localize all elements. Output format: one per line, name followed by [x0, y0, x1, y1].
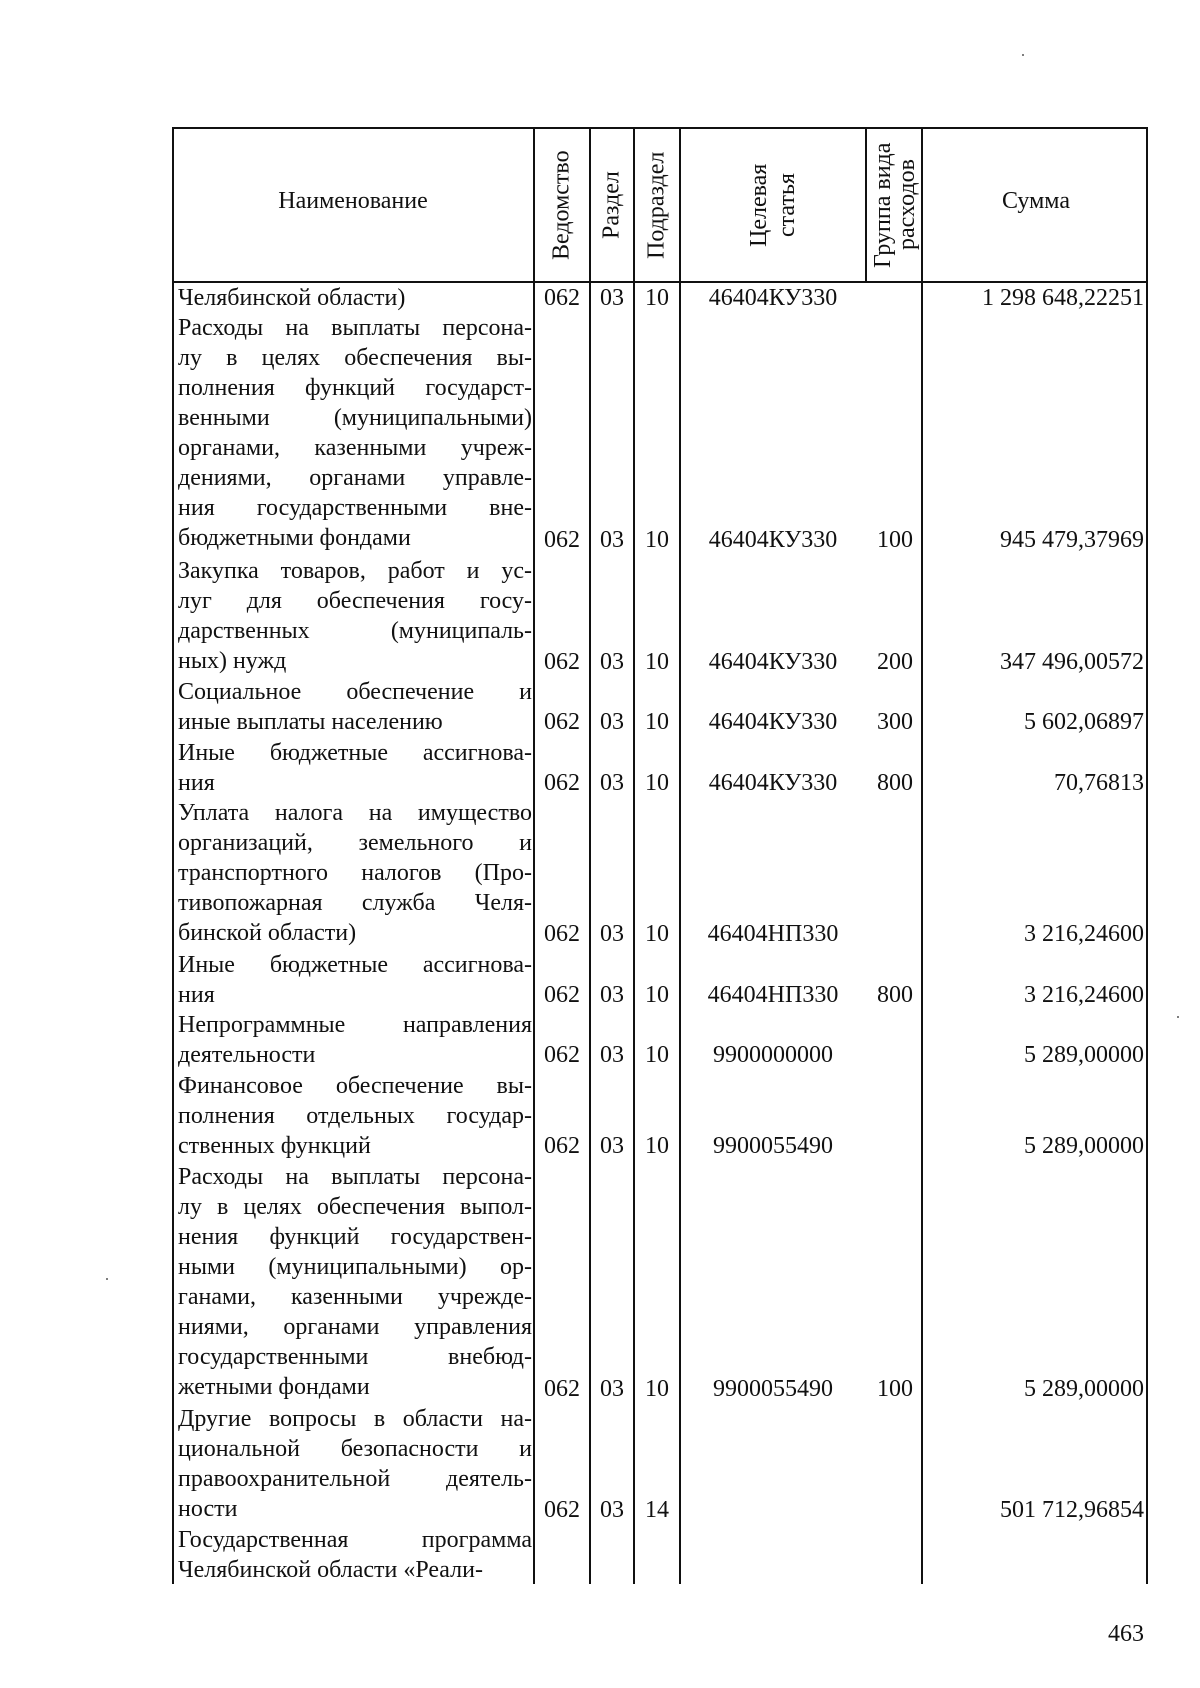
name-line: ными (муниципальными) ор- [178, 1253, 532, 1280]
name-line: тивопожарная служба Челя- [178, 890, 532, 917]
cell-vedomstvo: 062 [544, 527, 580, 554]
table-row [0, 1010, 1200, 1071]
cell-razdel: 03 [600, 1375, 624, 1402]
cell-razdel: 03 [600, 527, 624, 554]
cell-summa: 5 289,00000 [1024, 1133, 1144, 1160]
table-row [0, 313, 1200, 555]
cell-podrazdel: 10 [645, 709, 669, 736]
table-row [0, 738, 1200, 799]
cell-celevaya-statya: 46404КУ330 [708, 527, 838, 554]
table-row [0, 950, 1200, 1011]
table-row [0, 283, 1200, 313]
scan-speck [106, 1278, 108, 1280]
cell-naimenovanie [178, 677, 532, 737]
name-line: дарственных (муниципаль- [178, 617, 532, 644]
table-row [0, 1071, 1200, 1162]
header-gruppa-vida-rashodov: Группа вида расходов [870, 142, 920, 268]
cell-vedomstvo: 062 [544, 285, 580, 311]
cell-razdel: 03 [600, 648, 624, 675]
cell-naimenovanie [178, 1010, 532, 1070]
cell-summa: 70,76813 [1054, 769, 1144, 796]
cell-summa: 5 289,00000 [1024, 1375, 1144, 1402]
cell-summa: 1 298 648,22251 [982, 285, 1144, 311]
name-line: нения функций государствен- [178, 1223, 532, 1250]
cell-celevaya-statya: 9900055490 [713, 1133, 833, 1160]
cell-podrazdel: 10 [645, 1375, 669, 1402]
cell-razdel: 03 [600, 1133, 624, 1160]
cell-gruppa-vida-rashodov: 300 [877, 709, 913, 736]
table-row [0, 1525, 1200, 1586]
name-line: ственных функций [178, 1132, 371, 1159]
cell-naimenovanie [178, 738, 532, 798]
name-line: луг для обеспечения госу- [178, 587, 532, 614]
cell-gruppa-vida-rashodov: 200 [877, 648, 913, 675]
cell-gruppa-vida-rashodov: 100 [877, 1375, 913, 1402]
cell-razdel: 03 [600, 285, 624, 311]
name-line: Расходы на выплаты персона- [178, 315, 532, 342]
cell-razdel: 03 [600, 1042, 624, 1069]
cell-celevaya-statya: 46404КУ330 [708, 709, 838, 736]
cell-gruppa-vida-rashodov: 800 [877, 769, 913, 796]
scan-speck [1022, 54, 1024, 56]
cell-celevaya-statya: 46404КУ330 [708, 648, 838, 675]
cell-razdel: 03 [600, 769, 624, 796]
name-line: ния [178, 769, 215, 796]
table-row [0, 556, 1200, 677]
cell-podrazdel: 10 [645, 769, 669, 796]
page-number: 463 [1108, 1621, 1144, 1647]
name-line: правоохранительной деятель- [178, 1466, 532, 1493]
cell-celevaya-statya: 46404НП330 [707, 921, 839, 948]
cell-podrazdel: 10 [645, 981, 669, 1008]
name-line: ниями, органами управления [178, 1313, 532, 1340]
cell-podrazdel: 10 [645, 648, 669, 675]
name-line: бюджетными фондами [178, 525, 411, 552]
header-vedomstvo: Ведомство [548, 150, 575, 260]
name-line: организаций, земельного и [178, 830, 532, 857]
cell-celevaya-statya: 9900000000 [713, 1042, 833, 1069]
cell-podrazdel: 10 [645, 285, 669, 311]
name-line: Другие вопросы в области на- [178, 1406, 532, 1433]
name-line: полнения функций государст- [178, 375, 532, 402]
cell-naimenovanie [178, 1525, 532, 1585]
cell-naimenovanie [178, 283, 532, 313]
cell-naimenovanie [178, 1071, 532, 1161]
cell-vedomstvo: 062 [544, 1133, 580, 1160]
name-line: Государственная программа [178, 1527, 532, 1554]
name-line: деятельности [178, 1042, 316, 1069]
cell-summa: 945 479,37969 [1000, 527, 1144, 554]
name-line: Закупка товаров, работ и ус- [178, 557, 532, 584]
name-line: Уплата налога на имущество [178, 800, 532, 827]
name-line: транспортного налогов (Про- [178, 860, 532, 887]
name-line: жетными фондами [178, 1373, 370, 1400]
cell-vedomstvo: 062 [544, 769, 580, 796]
cell-naimenovanie [178, 1404, 532, 1524]
cell-naimenovanie [178, 950, 532, 1010]
cell-razdel: 03 [600, 921, 624, 948]
cell-summa: 501 712,96854 [1000, 1496, 1144, 1523]
header-name: Наименование [278, 188, 428, 214]
cell-naimenovanie [178, 1162, 532, 1402]
cell-naimenovanie [178, 313, 532, 553]
cell-summa: 347 496,00572 [1000, 648, 1144, 675]
table-row [0, 1162, 1200, 1404]
name-line: Социальное обеспечение и [178, 678, 532, 705]
name-line: полнения отдельных государ- [178, 1102, 532, 1129]
name-line: дениями, органами управле- [178, 465, 532, 492]
name-line: Непрограммные направления [178, 1012, 532, 1039]
name-line: бинской области) [178, 920, 357, 947]
cell-razdel: 03 [600, 709, 624, 736]
header-podrazdel: Подраздел [643, 151, 670, 259]
table-row [0, 1404, 1200, 1525]
name-line: Челябинской области «Реали- [178, 1557, 483, 1584]
name-line: иные выплаты населению [178, 708, 443, 735]
cell-vedomstvo: 062 [544, 1496, 580, 1523]
cell-gruppa-vida-rashodov: 800 [877, 981, 913, 1008]
cell-summa: 5 289,00000 [1024, 1042, 1144, 1069]
cell-naimenovanie [178, 798, 532, 948]
name-line: венными (муниципальными) [178, 405, 532, 432]
cell-podrazdel: 10 [645, 1042, 669, 1069]
name-line: ности [178, 1496, 238, 1523]
cell-celevaya-statya: 46404КУ330 [708, 769, 838, 796]
cell-summa: 3 216,24600 [1024, 981, 1144, 1008]
cell-celevaya-statya: 46404НП330 [707, 981, 839, 1008]
cell-summa: 5 602,06897 [1024, 709, 1144, 736]
name-line: ния государственными вне- [178, 495, 532, 522]
name-line: лу в целях обеспечения вы- [178, 345, 532, 372]
cell-celevaya-statya: 9900055490 [713, 1375, 833, 1402]
table-row [0, 798, 1200, 950]
cell-celevaya-statya: 46404КУ330 [708, 285, 838, 311]
cell-naimenovanie [178, 556, 532, 676]
name-line: Финансовое обеспечение вы- [178, 1072, 532, 1099]
cell-vedomstvo: 062 [544, 1042, 580, 1069]
cell-podrazdel: 10 [645, 527, 669, 554]
cell-vedomstvo: 062 [544, 709, 580, 736]
header-summa: Сумма [1002, 188, 1070, 214]
header-celevaya-statya: Целевая статья [746, 163, 800, 247]
name-line: ганами, казенными учрежде- [178, 1283, 532, 1310]
name-line: циональной безопасности и [178, 1436, 532, 1463]
name-line: Расходы на выплаты персона- [178, 1163, 532, 1190]
cell-vedomstvo: 062 [544, 981, 580, 1008]
cell-podrazdel: 14 [645, 1496, 669, 1523]
scan-speck [1177, 1016, 1179, 1018]
name-line: Иные бюджетные ассигнова- [178, 951, 532, 978]
name-line: Челябинской области) [178, 285, 406, 311]
name-line: лу в целях обеспечения выпол- [178, 1193, 532, 1220]
cell-vedomstvo: 062 [544, 1375, 580, 1402]
header-razdel: Раздел [598, 171, 625, 239]
name-line: государственными внебюд- [178, 1343, 532, 1370]
table-row [0, 677, 1200, 738]
cell-vedomstvo: 062 [544, 648, 580, 675]
cell-podrazdel: 10 [645, 1133, 669, 1160]
cell-vedomstvo: 062 [544, 921, 580, 948]
name-line: ных) нужд [178, 647, 287, 674]
name-line: ния [178, 981, 215, 1008]
cell-gruppa-vida-rashodov: 100 [877, 527, 913, 554]
cell-podrazdel: 10 [645, 921, 669, 948]
name-line: Иные бюджетные ассигнова- [178, 739, 532, 766]
cell-razdel: 03 [600, 981, 624, 1008]
name-line: органами, казенными учреж- [178, 435, 532, 462]
cell-summa: 3 216,24600 [1024, 921, 1144, 948]
cell-razdel: 03 [600, 1496, 624, 1523]
